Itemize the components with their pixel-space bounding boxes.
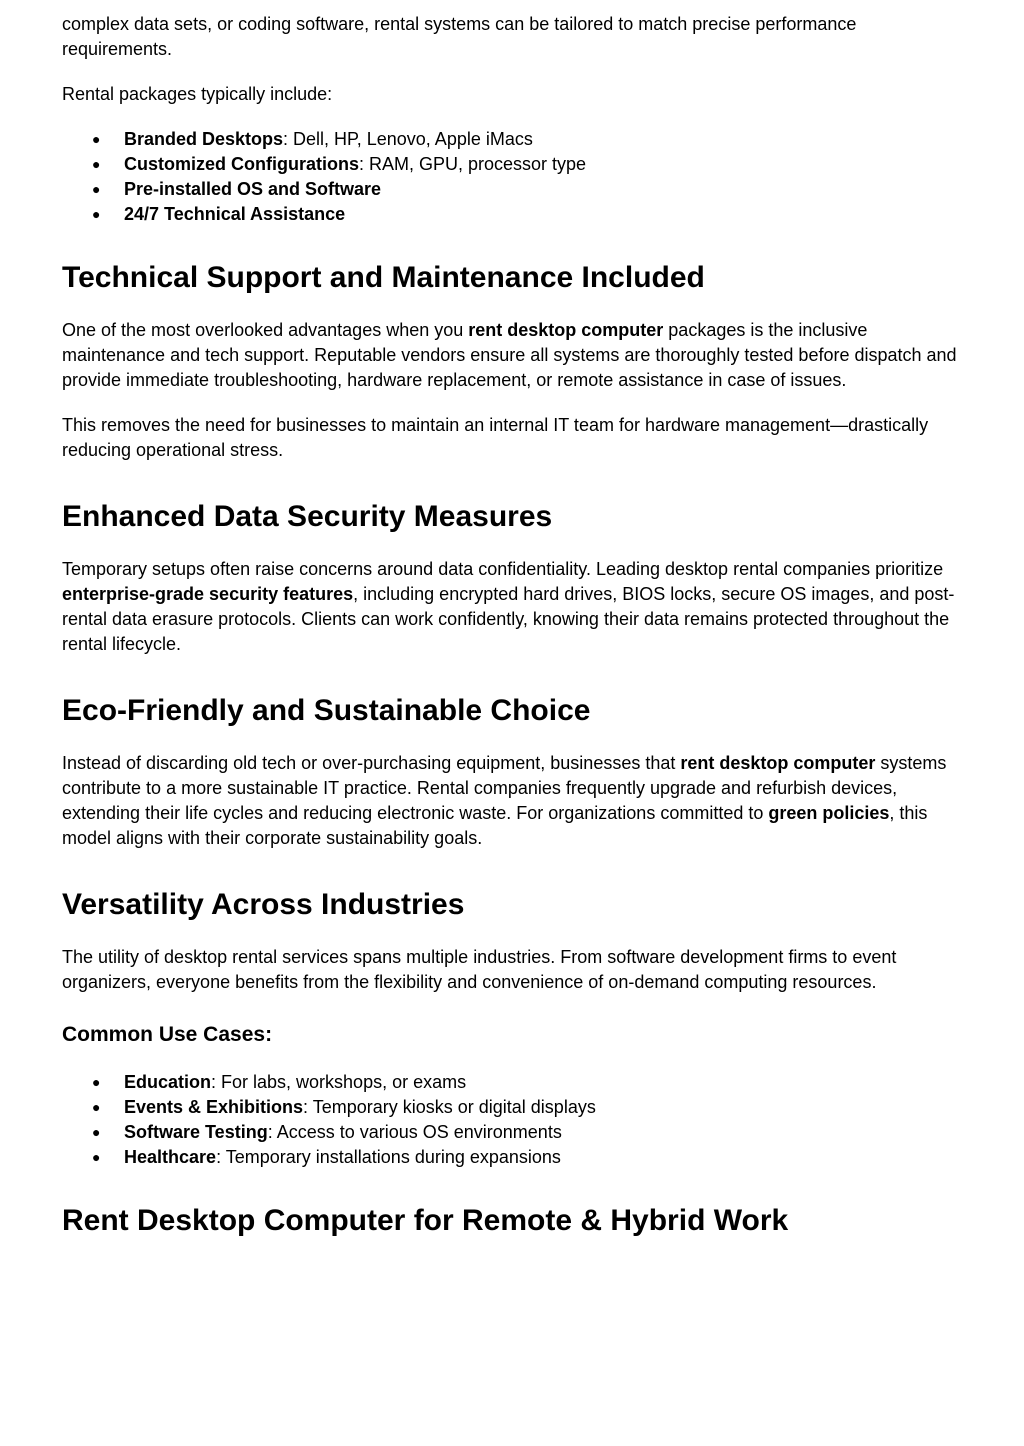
list-item: ● Events & Exhibitions: Temporary kiosks or digital displays [62, 1095, 962, 1120]
intro-paragraph: complex data sets, or coding software, rental systems can be tailored to match precise performance requirements. [62, 14, 857, 59]
bullet-icon: ● [92, 131, 101, 147]
list-item: ● Pre-installed OS and Software [62, 177, 962, 202]
bullet-icon: ● [92, 1124, 101, 1140]
support-paragraph: One of the most overlooked advantages when you rent desktop computer packages is the inclusive maintenance and tech support. Reputable vendors ensure all systems are thoroughly tested before dispatch and provide immediate troubleshooting, hardware replacement, or remote assistance in case of issues. [62, 320, 957, 390]
section-heading-remote: Rent Desktop Computer for Remote & Hybrid Work [62, 1204, 789, 1237]
packages-list [62, 127, 962, 227]
list-item: ● Education: For labs, workshops, or exams [62, 1070, 962, 1095]
bullet-icon: ● [92, 181, 101, 197]
subheading-use-cases: Common Use Cases: [62, 1023, 273, 1046]
security-paragraph: Temporary setups often raise concerns around data confidentiality. Leading desktop rental companies prioritize enterprise-grade security features, including encrypted hard drives, BIOS locks, secure OS images, and post-rental data erasure protocols. Clients can work confidently, knowing their data remains protected throughout the rental lifecycle. [62, 559, 955, 654]
list-item: ● Customized Configurations: RAM, GPU, processor type [62, 152, 962, 177]
bullet-icon: ● [92, 156, 101, 172]
list-item: ● Healthcare: Temporary installations during expansions [62, 1145, 962, 1170]
section-heading-eco: Eco-Friendly and Sustainable Choice [62, 694, 591, 727]
bullet-icon: ● [92, 1149, 101, 1165]
packages-intro: Rental packages typically include: [62, 84, 333, 104]
bullet-icon: ● [92, 1074, 101, 1090]
list-item: ● Software Testing: Access to various OS environments [62, 1120, 962, 1145]
list-item: ● Branded Desktops: Dell, HP, Lenovo, Apple iMacs [62, 127, 962, 152]
document-page [62, 12, 962, 1239]
section-heading-versatility: Versatility Across Industries [62, 888, 465, 921]
support-paragraph-2: This removes the need for businesses to maintain an internal IT team for hardware management—drastically reducing operational stress. [62, 415, 929, 460]
section-heading-security: Enhanced Data Security Measures [62, 500, 553, 533]
bullet-icon: ● [92, 1099, 101, 1115]
use-cases-list [62, 1070, 962, 1170]
section-heading-support: Technical Support and Maintenance Included [62, 261, 705, 294]
versatility-paragraph: The utility of desktop rental services spans multiple industries. From software development firms to event organizers, everyone benefits from the flexibility and convenience of on-demand computing resources. [62, 947, 897, 992]
eco-paragraph: Instead of discarding old tech or over-purchasing equipment, businesses that rent desktop computer systems contribute to a more sustainable IT practice. Rental companies frequently upgrade and refurbish devices, extending their life cycles and reducing electronic waste. For organizations committed to green policies, this model aligns with their corporate sustainability goals. [62, 753, 947, 848]
bullet-icon: ● [92, 206, 101, 222]
list-item: ● 24/7 Technical Assistance [62, 202, 962, 227]
